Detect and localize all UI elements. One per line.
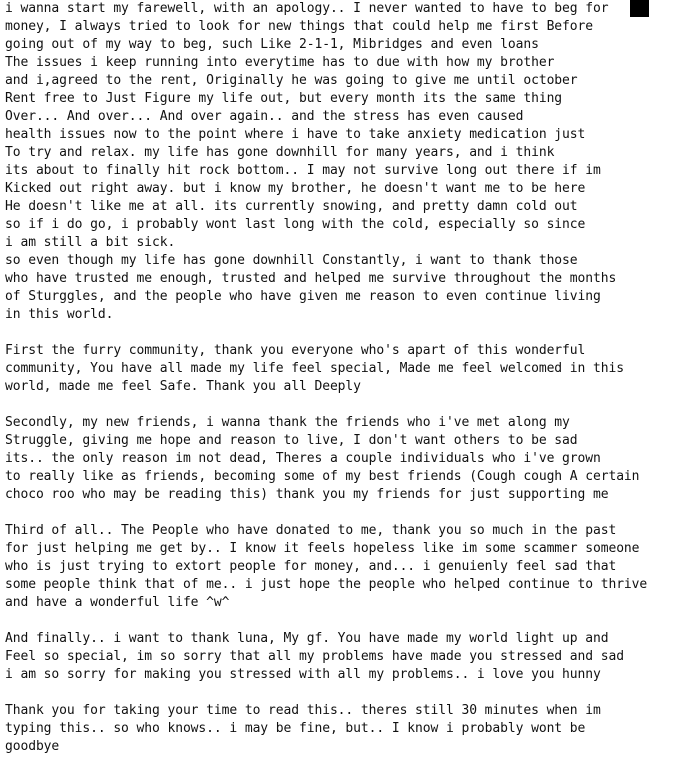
text-line: First the furry community, thank you everyone who's apart of this wonderful (5, 343, 586, 358)
text-line: community, You have all made my life feel special, Made me feel welcomed in this (5, 361, 624, 376)
text-line: Kicked out right away. but i know my brother, he doesn't want me to be here (5, 181, 586, 196)
text-line: some people think that of me.. i just hope the people who helped continue to thrive (5, 577, 648, 592)
text-line: world, made me feel Safe. Thank you all Deeply (5, 379, 361, 394)
text-line: typing this.. so who knows.. i may be fine, but.. I know i probably wont be (5, 721, 586, 736)
text-line: who is just trying to extort people for money, and... i genuienly feel sad that (5, 559, 617, 574)
text-line: its.. the only reason im not dead, Theres a couple individuals who i've grown (5, 451, 601, 466)
text-line: to really like as friends, becoming some of my best friends (Cough cough A certain (5, 469, 640, 484)
text-line: choco roo who may be reading this) thank you my friends for just supporting me (5, 487, 609, 502)
text-line: Thank you for taking your time to read this.. theres still 30 minutes when im (5, 703, 601, 718)
text-line: and i,agreed to the rent, Originally he was going to give me until october (5, 73, 578, 88)
text-line: Feel so special, im so sorry that all my problems have made you stressed and sad (5, 649, 624, 664)
text-editor-area[interactable] (5, 0, 681, 759)
text-line: money, I always tried to look for new things that could help me first Before (5, 19, 593, 34)
text-line: Secondly, my new friends, i wanna thank the friends who i've met along my (5, 415, 570, 430)
text-line: for just helping me get by.. I know it feels hopeless like im some scammer someone (5, 541, 640, 556)
text-line: He doesn't like me at all. its currently snowing, and pretty damn cold out (5, 199, 578, 214)
text-line: going out of my way to beg, such Like 2-1-1, Mibridges and even loans (5, 37, 539, 52)
text-line: Struggle, giving me hope and reason to live, I don't want others to be sad (5, 433, 578, 448)
text-line: so even though my life has gone downhill Constantly, i want to thank those (5, 253, 578, 268)
text-line: i am still a bit sick. (5, 235, 176, 250)
text-line: health issues now to the point where i have to take anxiety medication just (5, 127, 586, 142)
text-line: goodbye (5, 739, 60, 754)
text-line (5, 684, 681, 702)
text-line: of Sturggles, and the people who have given me reason to even continue living (5, 289, 601, 304)
text-line (5, 612, 681, 630)
text-line: in this world. (5, 307, 114, 322)
text-line: i am so sorry for making you stressed with all my problems.. i love you hunny (5, 667, 601, 682)
text-line: its about to finally hit rock bottom.. I may not survive long out there if im (5, 163, 601, 178)
text-line: Third of all.. The People who have donated to me, thank you so much in the past (5, 523, 617, 538)
text-line: Over... And over... And over again.. and the stress has even caused (5, 109, 524, 124)
text-line: so if i do go, i probably wont last long with the cold, especially so since (5, 217, 586, 232)
text-line: Rent free to Just Figure my life out, but every month its the same thing (5, 91, 563, 106)
text-line: To try and relax. my life has gone downhill for many years, and i think (5, 145, 555, 160)
text-cursor (630, 0, 649, 17)
text-line (5, 504, 681, 522)
text-line: who have trusted me enough, trusted and helped me survive throughout the months (5, 271, 617, 286)
text-line (5, 396, 681, 414)
text-line: and have a wonderful life ^w^ (5, 595, 230, 610)
text-line: The issues i keep running into everytime has to due with how my brother (5, 55, 555, 70)
text-line: And finally.. i want to thank luna, My gf. You have made my world light up and (5, 631, 609, 646)
text-line: i wanna start my farewell, with an apology.. I never wanted to have to beg for (5, 1, 609, 16)
text-line (5, 324, 681, 342)
